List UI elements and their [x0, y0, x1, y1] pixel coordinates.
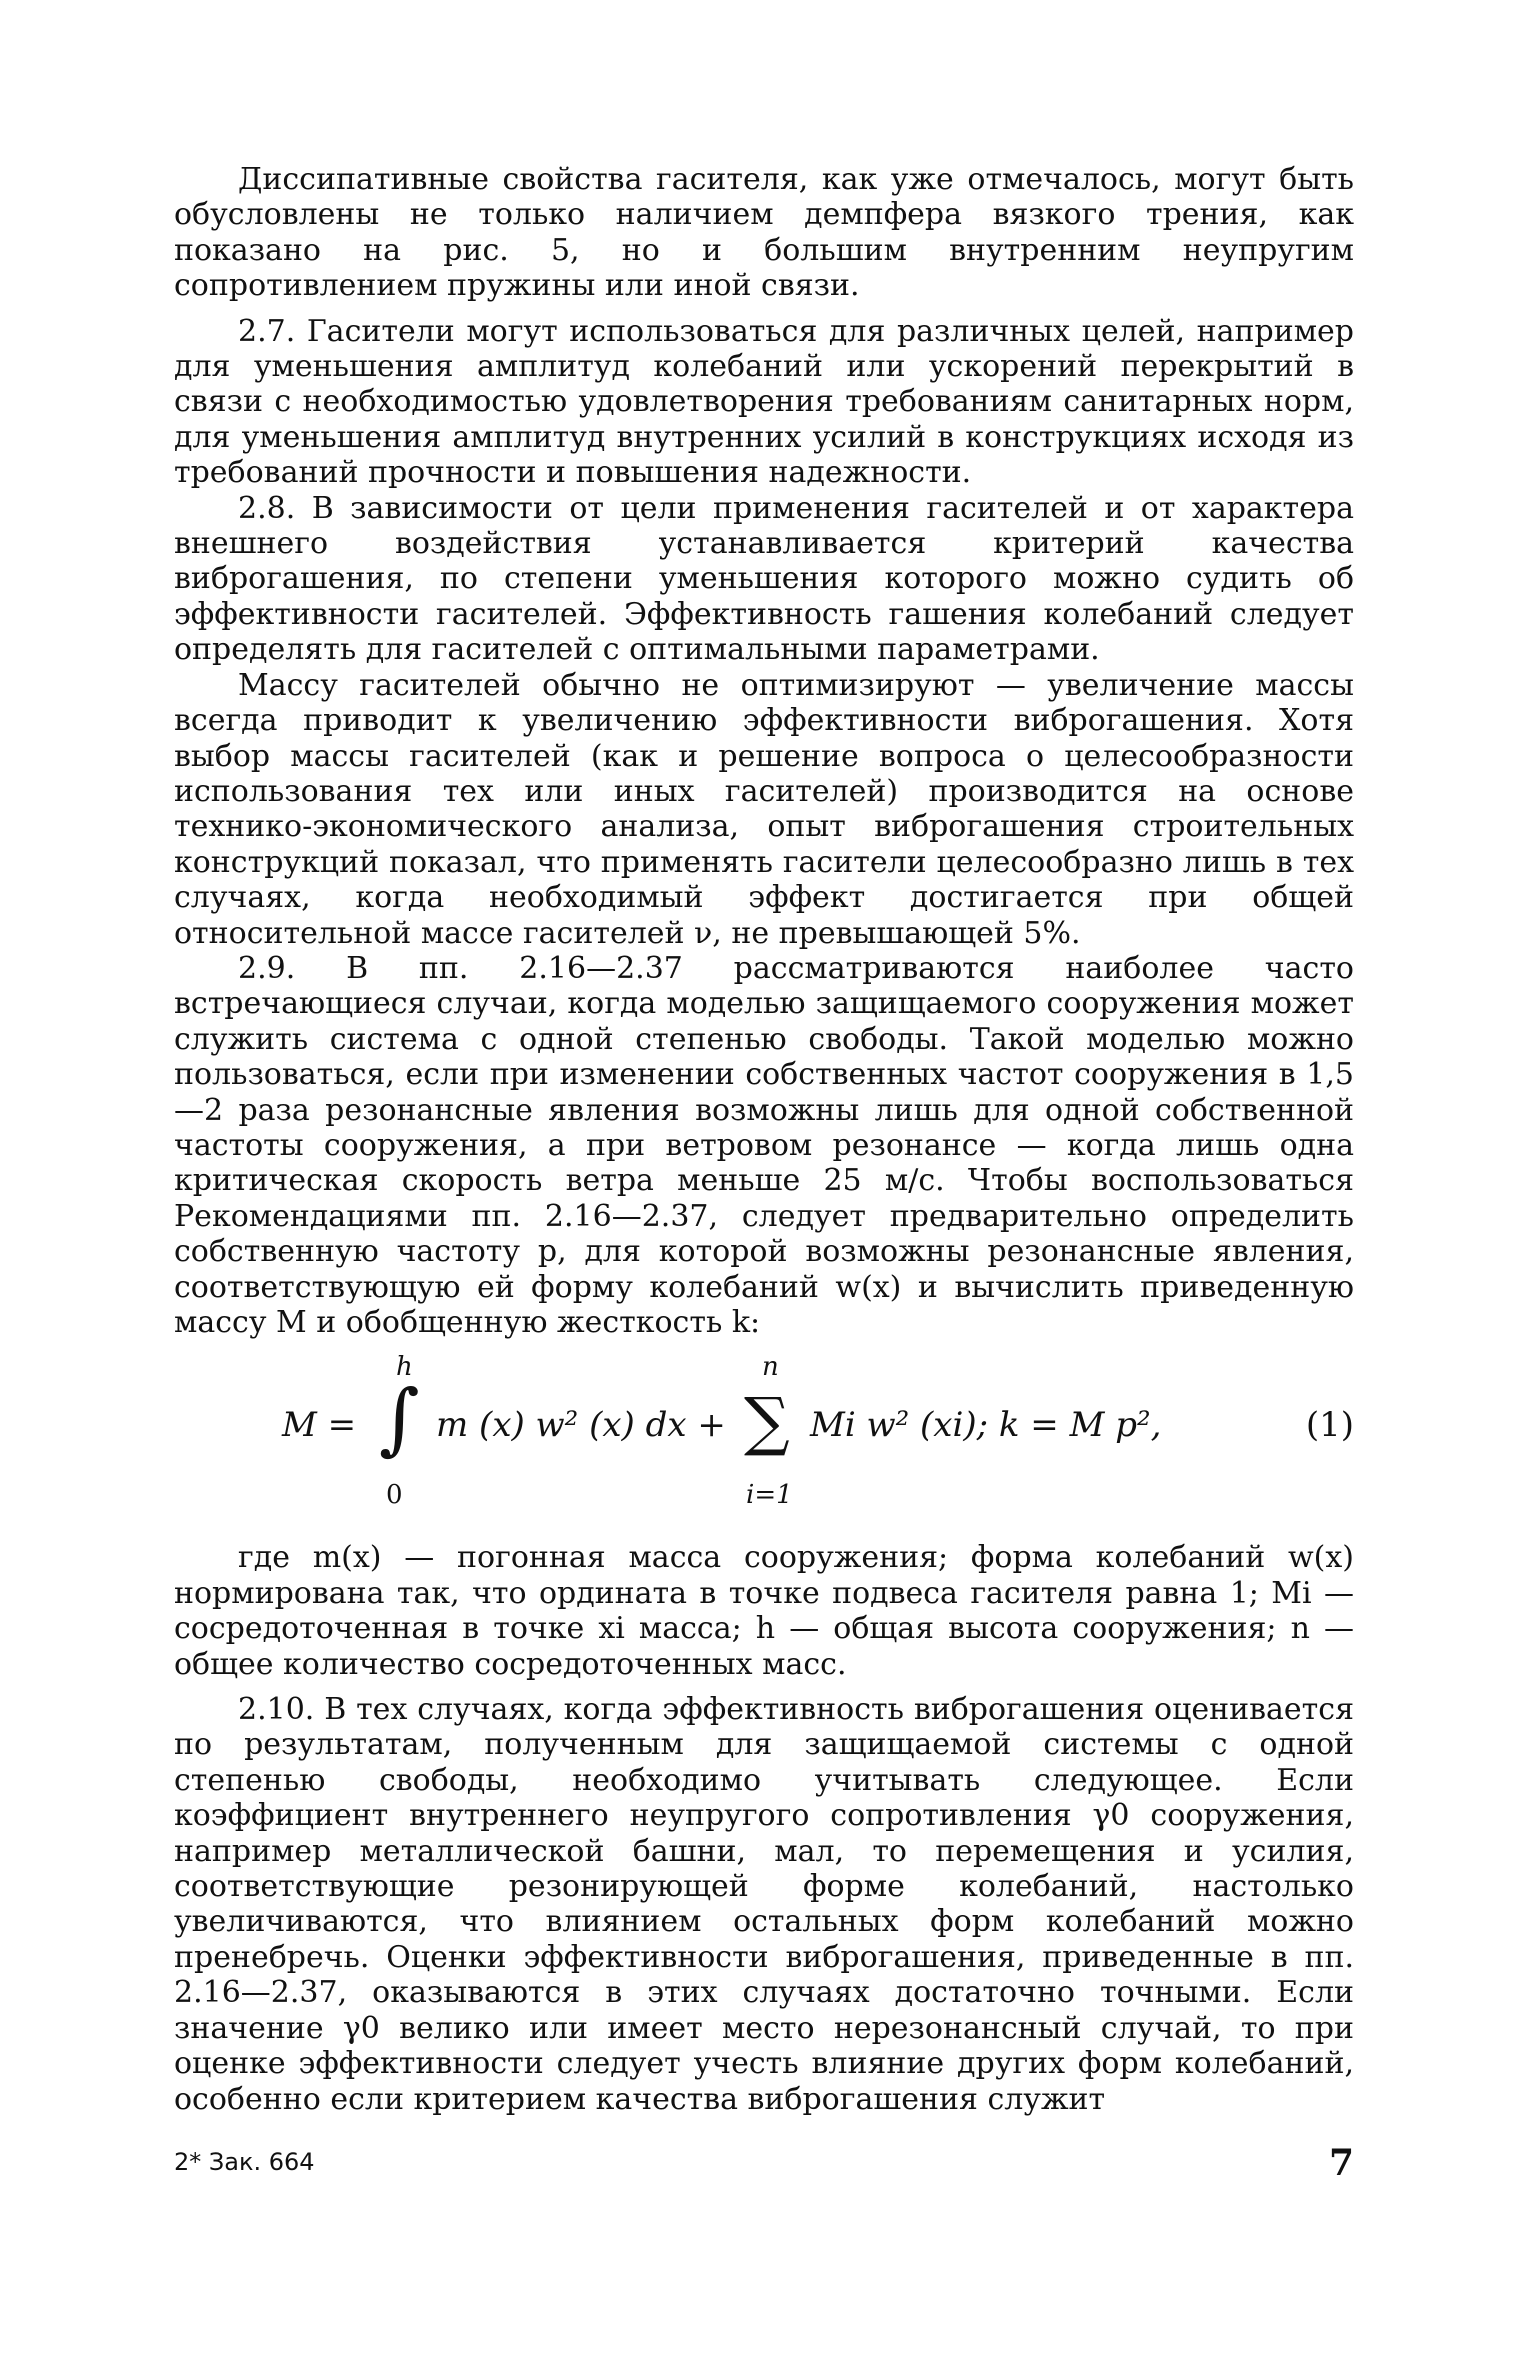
integral-lower-limit: 0 — [386, 1480, 403, 1511]
formula-1 — [174, 1350, 1354, 1520]
paragraph-definitions: где m(x) — погонная масса сооружения; форма колебаний w(x) нормирована так, что ордината в точке подвеса гасителя равна 1; Mi — сосредоточенная в точке xi масса; h — общая высота сооружения; n — общее количество сосредоточенных масс. — [174, 1540, 1354, 1682]
formula-number: (1) — [1305, 1405, 1354, 1446]
paragraph-2-9: 2.9. В пп. 2.16—2.37 рассматриваются наиболее часто встречающиеся случаи, когда моделью защищаемого сооружения может служить система с одной степенью свободы. Такой моделью можно пользоваться, если при изменении собственных частот сооружения в 1,5—2 раза резонансные явления возможны лишь для одной собственной частоты сооружения, а при ветровом резонансе — когда лишь одна критическая скорость ветра меньше 25 м/с. Чтобы воспользоваться Рекомендациями пп. 2.16—2.37, следует предварительно определить собственную частоту p, для которой возможны резонансные явления, соответствующую ей форму колебаний w(x) и вычислить приведенную массу M и обобщенную жесткость k: — [174, 950, 1354, 1340]
printer-signature: 2* Зак. 664 — [174, 2148, 315, 2176]
sum-body: Mi w² (xi); k = M p², — [810, 1405, 1162, 1446]
sum-sign: ∑ — [744, 1385, 790, 1460]
integral-sign: ∫ — [379, 1374, 420, 1465]
sum-upper-limit: n — [762, 1352, 779, 1383]
integral-upper-limit: h — [396, 1352, 413, 1383]
integrand: m (x) w² (x) dx + — [436, 1405, 726, 1446]
paragraph-dissipative: Диссипативные свойства гасителя, как уже отмечалось, могут быть обусловлены не только наличием демпфера вязкого трения, как показано на рис. 5, но и большим внутренним неупругим сопротивлением пружины или иной связи. — [174, 162, 1354, 304]
sum-lower-limit: i=1 — [746, 1480, 793, 1511]
paragraph-2-7: 2.7. Гасители могут использоваться для различных целей, например для уменьшения амплитуд колебаний или ускорений перекрытий в связи с необходимостью удовлетворения требованиям санитарных норм, для уменьшения амплитуд внутренних усилий в конструкциях исходя из требований прочности и повышения надежности. — [174, 313, 1354, 491]
paragraph-2-8: 2.8. В зависимости от цели применения гасителей и от характера внешнего воздействия устанавливается критерий качества виброгашения, по степени уменьшения которого можно судить об эффективности гасителей. Эффективность гашения колебаний следует определять для гасителей с оптимальными параметрами. — [174, 490, 1354, 668]
body-text — [174, 162, 1354, 2117]
formula-lhs: M = — [282, 1405, 357, 1446]
paragraph-2-10: 2.10. В тех случаях, когда эффективность виброгашения оценивается по результатам, полученным для защищаемой системы с одной степенью свободы, необходимо учитывать следующее. Если коэффициент внутреннего неупругого сопротивления γ0 сооружения, например металлической башни, мал, то перемещения и усилия, соответствующие резонирующей форме колебаний, настолько увеличиваются, что влиянием остальных форм колебаний можно пренебречь. Оценки эффективности виброгашения, приведенные в пп. 2.16—2.37, оказываются в этих случаях достаточно точными. Если значение γ0 велико или имеет место нерезонансный случай, то при оценке эффективности следует учесть влияние других форм колебаний, особенно если критерием качества виброгашения служит — [174, 1692, 1354, 2117]
page-number: 7 — [1328, 2142, 1354, 2184]
paragraph-mass: Массу гасителей обычно не оптимизируют — увеличение массы всегда приводит к увеличению эффективности виброгашения. Хотя выбор массы гасителей (как и решение вопроса о целесообразности использования тех или иных гасителей) производится на основе технико-экономического анализа, опыт виброгашения строительных конструкций показал, что применять гасители целесообразно лишь в тех случаях, когда необходимый эффект достигается при общей относительной массе гасителей ν, не превышающей 5%. — [174, 667, 1354, 951]
